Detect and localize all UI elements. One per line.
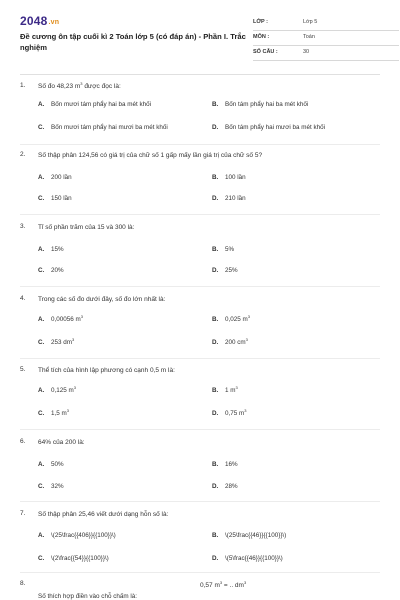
meta-value: Toán — [303, 34, 315, 40]
question-number: 7. — [20, 510, 26, 517]
question-subtext: Số thích hợp điền vào chỗ chấm là: — [38, 593, 137, 600]
option-b[interactable]: B. 5% — [212, 246, 235, 253]
meta-key: MÔN : — [253, 34, 270, 40]
option-b[interactable]: B. Bốn tám phẩy hai ba mét khối — [212, 101, 309, 108]
option-d[interactable]: D. 28% — [212, 483, 238, 490]
option-d[interactable]: D. 200 $cm^3$ — [212, 337, 248, 346]
option-d[interactable]: D. Bốn tám phẩy hai mươi ba mét khối — [212, 124, 326, 131]
option-b[interactable]: B. \(25\frac{{46}}{{100}}\) — [212, 532, 287, 539]
question-4 — [20, 295, 380, 355]
meta-key: SỐ CÂU : — [253, 49, 278, 55]
question-7 — [20, 510, 380, 570]
option-c[interactable]: C. Bốn mươi tám phẩy hai mươi ba mét khối — [38, 124, 168, 131]
question-5 — [20, 366, 380, 426]
option-a[interactable]: A. \(25\frac{{406}}{{100}}\) — [38, 532, 116, 539]
option-a[interactable]: A. 15% — [38, 246, 64, 253]
option-a[interactable]: A. 50% — [38, 461, 64, 468]
question-divider — [20, 572, 380, 573]
option-d[interactable]: D. 0,75 $m^3$ — [212, 408, 247, 417]
question-divider — [20, 286, 380, 287]
question-3 — [20, 223, 380, 283]
option-b[interactable]: B. 100 lần — [212, 174, 246, 181]
question-text: Số đo 48,23 $m^3$ được đọc là: — [38, 81, 121, 90]
option-d[interactable]: D. 25% — [212, 267, 238, 274]
question-text: Số thập phân 25,46 viết dưới dạng hỗn số là: — [38, 511, 169, 518]
question-number: 2. — [20, 151, 26, 158]
option-c[interactable]: C. 32% — [38, 483, 64, 490]
meta-row-subject — [253, 31, 399, 46]
meta-table — [253, 16, 399, 61]
option-c[interactable]: C. 253 $dm^3$ — [38, 337, 75, 346]
header — [20, 12, 386, 68]
question-number: 8. — [20, 580, 26, 587]
meta-row-grade — [253, 16, 399, 31]
option-a[interactable]: A. 0,125 $m^3$ — [38, 385, 76, 394]
option-c[interactable]: C. \(2\frac{{54}}{{100}}\) — [38, 555, 109, 562]
document-title: Đề cương ôn tập cuối kì 2 Toán lớp 5 (có đáp án) - Phần I. Trắc nghiệm — [20, 32, 246, 52]
question-text: Thể tích của hình lập phương có cạnh 0,5 m là: — [38, 367, 175, 374]
option-d[interactable]: D. 210 lần — [212, 195, 246, 202]
question-1 — [20, 82, 380, 142]
option-b[interactable]: B. 16% — [212, 461, 238, 468]
question-divider — [20, 214, 380, 215]
meta-row-count — [253, 46, 399, 61]
question-text: Tỉ số phần trăm của 15 và 300 là: — [38, 224, 135, 231]
option-c[interactable]: C. 1,5 $m^3$ — [38, 408, 69, 417]
meta-key: LỚP : — [253, 19, 268, 25]
question-text: Trong các số đo dưới đây, số đo lớn nhất là: — [38, 296, 166, 303]
site-logo[interactable] — [20, 14, 59, 28]
header-divider — [20, 74, 380, 75]
question-divider — [20, 144, 380, 145]
question-number: 6. — [20, 438, 26, 445]
question-number: 1. — [20, 82, 26, 89]
option-a[interactable]: A. Bốn mươi tám phẩy hai ba mét khối — [38, 101, 152, 108]
option-d[interactable]: D. \(5\frac{{46}}{{100}}\) — [212, 555, 283, 562]
question-text: 0,57 $m^3$ = .. $dm^3$ — [200, 580, 247, 589]
option-a[interactable]: A. 200 lần — [38, 174, 72, 181]
question-8 — [20, 580, 380, 600]
question-6 — [20, 438, 380, 498]
question-number: 4. — [20, 295, 26, 302]
question-divider — [20, 429, 380, 430]
meta-value: Lớp 5 — [303, 19, 318, 25]
logo-number: 2048 — [20, 14, 48, 28]
option-a[interactable]: A. 0,00056 $m^3$ — [38, 314, 83, 323]
question-text: 64% của 200 là: — [38, 439, 85, 446]
option-b[interactable]: B. 1 $m^3$ — [212, 385, 238, 394]
logo-domain: .vn — [48, 19, 60, 26]
question-divider — [20, 501, 380, 502]
option-c[interactable]: C. 150 lần — [38, 195, 72, 202]
question-number: 5. — [20, 366, 26, 373]
question-number: 3. — [20, 223, 26, 230]
meta-value: 30 — [303, 49, 310, 55]
question-2 — [20, 151, 380, 211]
option-c[interactable]: C. 20% — [38, 267, 64, 274]
question-text: Số thập phân 124,56 có giá trị của chữ số 1 gấp mấy lần giá trị của chữ số 5? — [38, 152, 263, 159]
question-divider — [20, 358, 380, 359]
option-b[interactable]: B. 0,025 $m^3$ — [212, 314, 250, 323]
